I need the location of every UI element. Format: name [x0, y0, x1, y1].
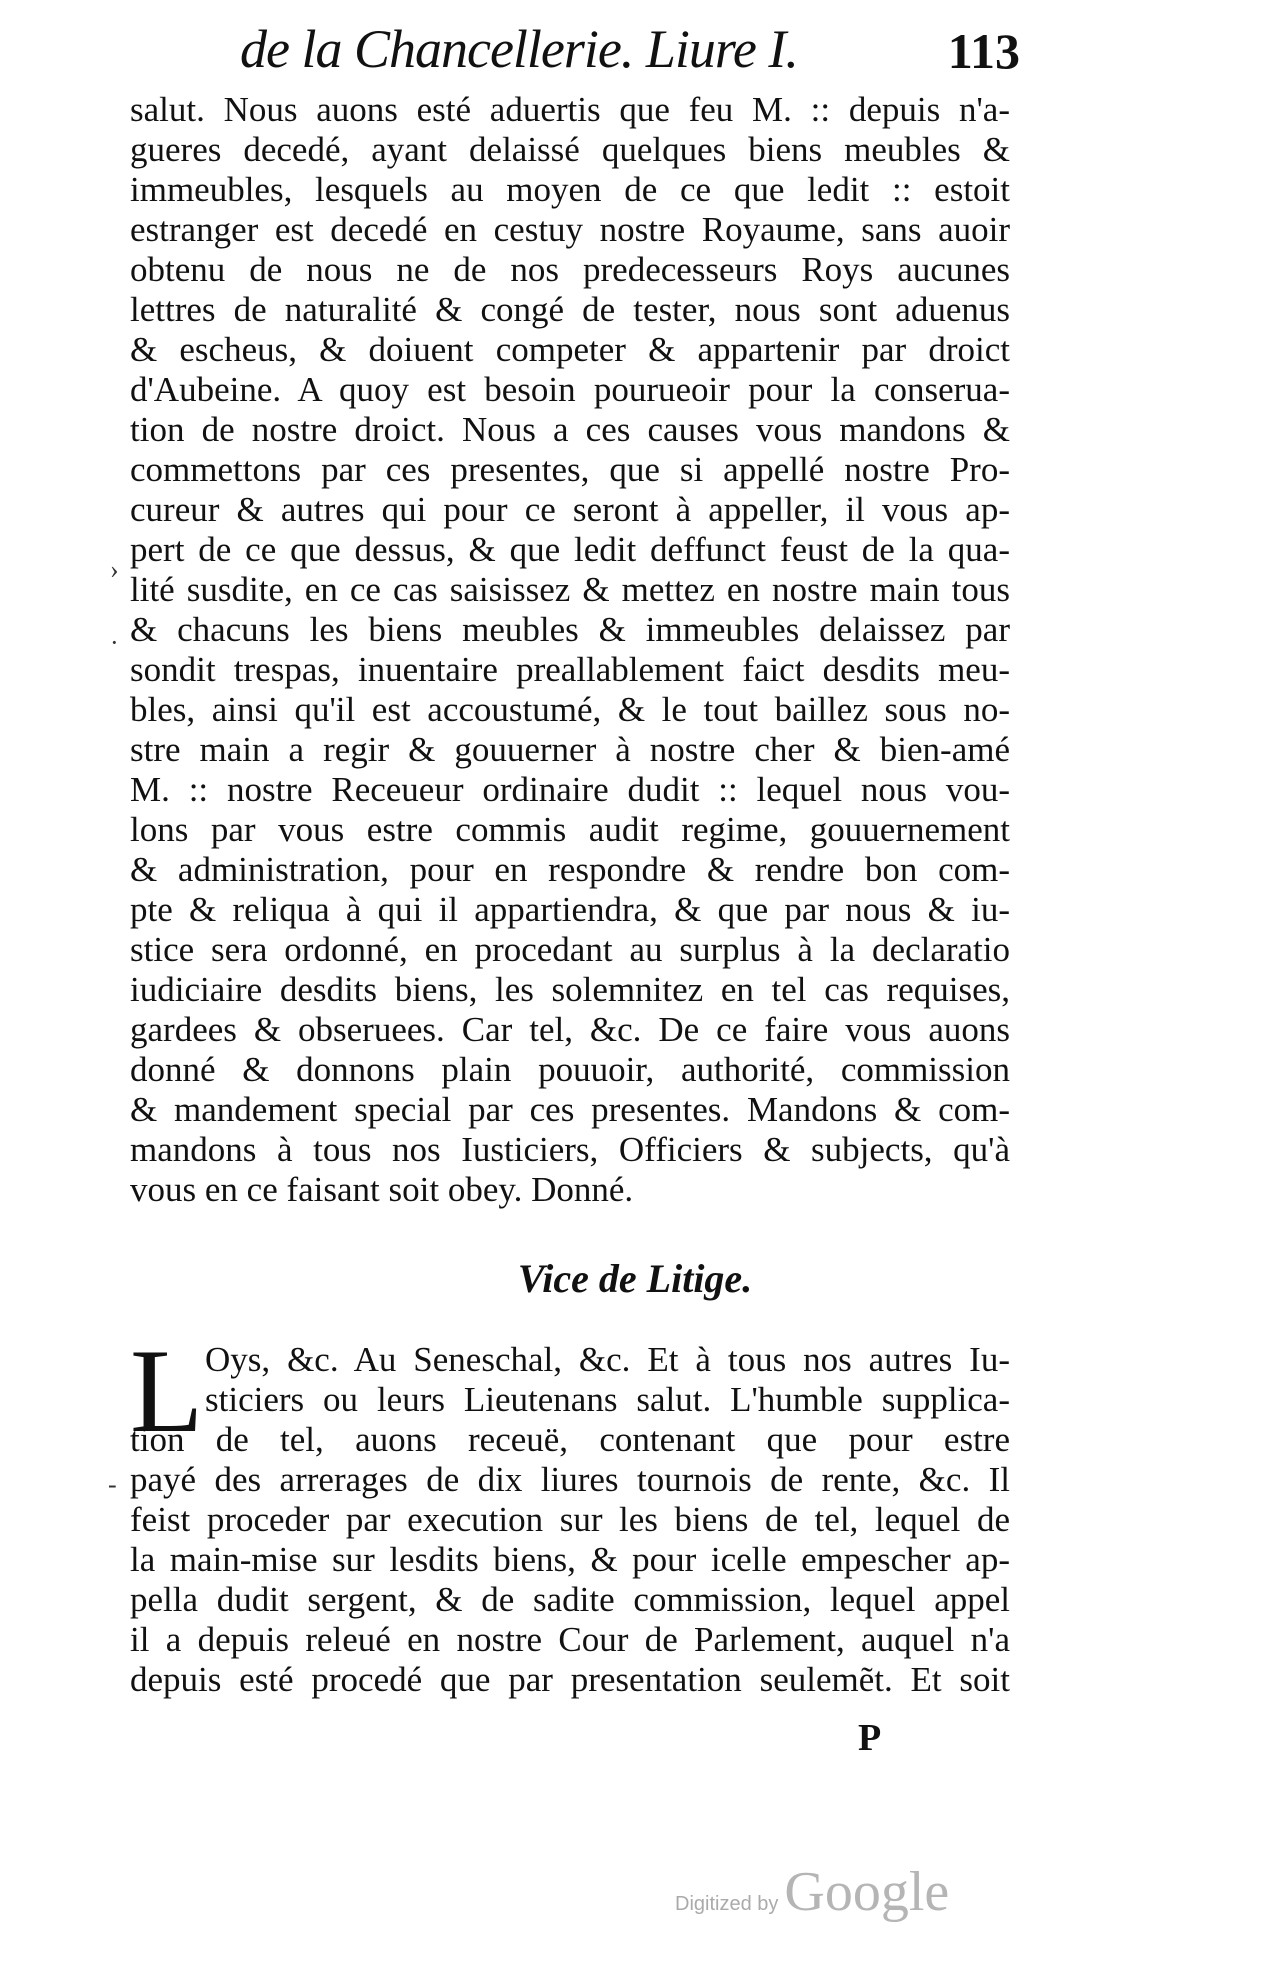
text-line: immeubles, lesquels au moyen de ce que ledit :: estoit [130, 170, 1010, 209]
digitized-watermark [675, 1860, 950, 1923]
text-line: tion de nostre droict. Nous a ces causes vous mandons & [130, 410, 1010, 449]
main-text-block [130, 90, 1010, 1210]
text-line: vous en ce faisant soit obey. Donné. [130, 1170, 634, 1209]
text-line: lons par vous estre commis audit regime, gouuernement [130, 810, 1010, 849]
text-line: salut. Nous auons esté aduertis que feu M. :: depuis n'a- [130, 90, 1010, 129]
text-line: depuis esté procedé que par presentation seulemẽt. Et soit [130, 1660, 1010, 1699]
text-line: gardees & obseruees. Car tel, &c. De ce faire vous auons [130, 1010, 1010, 1049]
page-number: 113 [947, 23, 1020, 79]
section-title: Vice de Litige. [517, 1256, 753, 1301]
text-line: gueres decedé, ayant delaissé quelques biens meubles & [130, 130, 1010, 169]
text-line: d'Aubeine. A quoy est besoin pourueoir pour la conserua- [130, 370, 1010, 409]
text-line: lettres de naturalité & congé de tester, nous sont aduenus [130, 290, 1010, 329]
text-line: il a depuis releué en nostre Cour de Parlement, auquel n'a [130, 1620, 1010, 1659]
text-line: estranger est decedé en cestuy nostre Royaume, sans auoir [130, 210, 1010, 249]
text-line: bles, ainsi qu'il est accoustumé, & le tout baillez sous no- [130, 690, 1010, 729]
drop-cap: L [130, 1324, 204, 1457]
text-line: M. :: nostre Receueur ordinaire dudit :: lequel nous vou- [130, 770, 1010, 809]
text-line: feist proceder par execution sur les biens de tel, lequel de [130, 1500, 1010, 1539]
margin-mark: › [110, 555, 119, 584]
text-line: stice sera ordonné, en procedant au surplus à la declaratio [130, 930, 1010, 969]
watermark-prefix: Digitized by [675, 1893, 779, 1915]
text-line: iudiciaire desdits biens, les solemnitez en tel cas requises, [130, 970, 1010, 1009]
text-line: la main-mise sur lesdits biens, & pour icelle empescher ap- [130, 1540, 1010, 1579]
text-line: pte & reliqua à qui il appartiendra, & que par nous & iu- [130, 890, 1010, 929]
text-line: obtenu de nous ne de nos predecesseurs Roys aucunes [130, 250, 1010, 289]
text-line: payé des arrerages de dix liures tournois de rente, &c. Il [130, 1460, 1010, 1499]
text-line: pella dudit sergent, & de sadite commission, lequel appel [130, 1580, 1010, 1619]
margin-mark: - [108, 1470, 117, 1499]
text-line: commettons par ces presentes, que si appellé nostre Pro- [130, 450, 1010, 489]
text-line: mandons à tous nos Iusticiers, Officiers & subjects, qu'à [130, 1130, 1010, 1169]
text-line: & escheus, & doiuent competer & appartenir par droict [130, 330, 1010, 369]
signature-mark: P [858, 1717, 882, 1759]
text-line: sticiers ou leurs Lieutenans salut. L'humble supplica- [205, 1380, 1010, 1419]
second-text-block [130, 1324, 1010, 1700]
running-head [240, 18, 1020, 88]
text-line: & mandement special par ces presentes. Mandons & com- [130, 1090, 1010, 1129]
running-title: de la Chancellerie. Liure I. [240, 19, 798, 79]
margin-mark: · [110, 628, 119, 657]
text-line: & chacuns les biens meubles & immeubles delaissez par [130, 610, 1010, 649]
text-line: & administration, pour en respondre & rendre bon com- [130, 850, 1010, 889]
text-line: cureur & autres qui pour ce seront à appeller, il vous ap- [130, 490, 1010, 529]
text-line: tion de tel, auons receuë, contenant que pour estre [130, 1420, 1010, 1459]
text-line: donné & donnons plain pouuoir, authorité, commission [130, 1050, 1010, 1089]
google-logo: Google [784, 1861, 950, 1923]
text-line: pert de ce que dessus, & que ledit deffunct feust de la qua- [130, 530, 1010, 569]
text-line: Oys, &c. Au Seneschal, &c. Et à tous nos autres Iu- [205, 1340, 1010, 1379]
text-line: lité susdite, en ce cas saisissez & mettez en nostre main tous [130, 570, 1010, 609]
text-line: stre main a regir & gouuerner à nostre cher & bien-amé [130, 730, 1010, 769]
text-line: sondit trespas, inuentaire preallablement faict desdits meu- [130, 650, 1010, 689]
